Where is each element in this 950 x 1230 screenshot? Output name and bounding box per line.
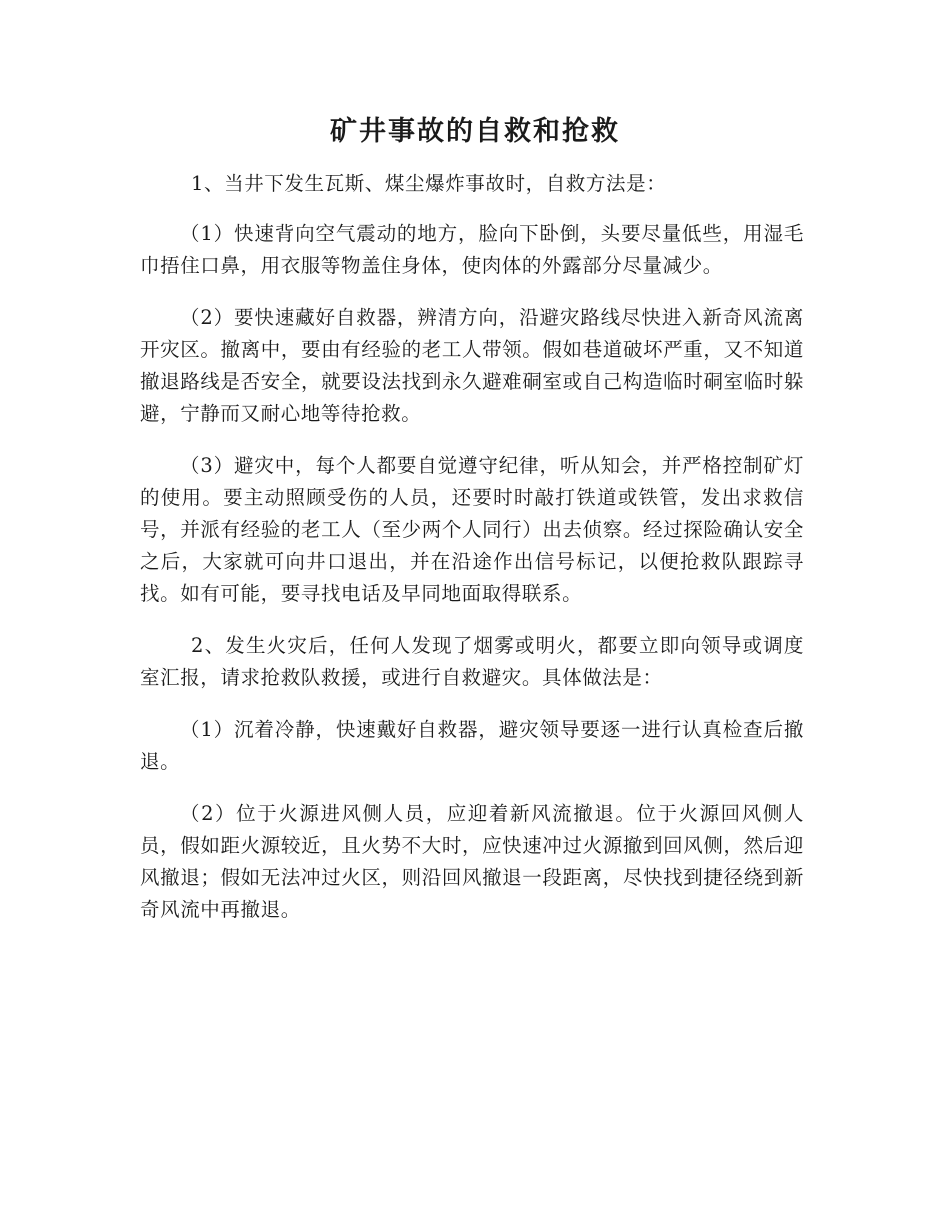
- document-title: 矿井事故的自救和抢救: [330, 116, 620, 147]
- document-body: [140, 168, 804, 926]
- section-1-heading: 1、当井下发生瓦斯、煤尘爆炸事故时，自救方法是：: [191, 172, 667, 195]
- section-1-item-2: （2）要快速藏好自救器，辨清方向，沿避灾路线尽快进入新奇风流离开灾区。撤离中，要由有经验的老工人带领。假如巷道破坏严重，又不知道撤退路线是否安全，就要设法找到永久避难硐室或自己构造临时硐室临时躲避，宁静而又耐心地等待抢救。: [140, 306, 804, 425]
- section-2-item-2: （2）位于火源进风侧人员，应迎着新风流撤退。位于火源回风侧人员，假如距火源较近，且火势不大时，应快速冲过火源撤到回风侧，然后迎风撤退；假如无法冲过火区，则沿回风撤退一段距离，尽快找到捷径绕到新奇风流中再撤退。: [140, 802, 804, 921]
- section-1-item-3: （3）避灾中，每个人都要自觉遵守纪律，听从知会，并严格控制矿灯的使用。要主动照顾受伤的人员，还要时时敲打铁道或铁管，发出求救信号，并派有经验的老工人（至少两个人同行）出去侦察。经过探险确认安全之后，大家就可向井口退出，并在沿途作出信号标记，以便抢救队跟踪寻找。如有可能，要寻找电话及早同地面取得联系。: [140, 454, 804, 605]
- section-1-item-1: （1）快速背向空气震动的地方，脸向下卧倒，头要尽量低些，用湿毛巾捂住口鼻，用衣服等物盖住身体，使肉体的外露部分尽量减少。: [140, 222, 804, 277]
- section-2-item-1: （1）沉着冷静，快速戴好自救器，避灾领导要逐一进行认真检查后撤退。: [140, 718, 804, 773]
- section-2-heading: 2、发生火灾后，任何人发现了烟雾或明火，都要立即向领导或调度室汇报，请求抢救队救援，或进行自救避灾。具体做法是：: [140, 634, 804, 689]
